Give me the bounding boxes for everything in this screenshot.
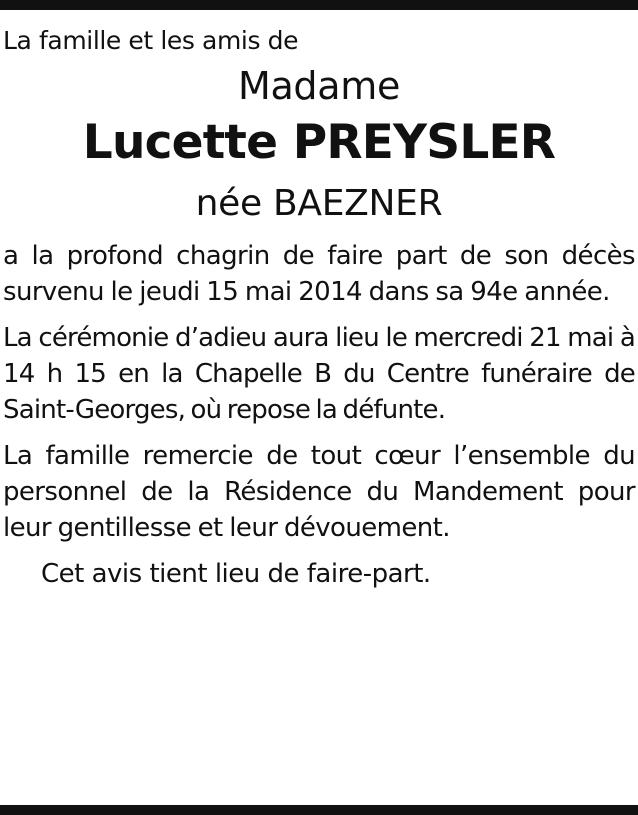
bottom-border-rule: [0, 805, 638, 815]
obituary-notice: [3, 22, 635, 592]
announcement-paragraph: a la profond chagrin de faire part de son décès survenu le jeudi 15 mai 2014 dans sa 94e année.: [3, 241, 635, 307]
honorific-title: Madame: [237, 64, 401, 108]
top-border-rule: [0, 0, 638, 10]
thanks-paragraph: La famille remercie de tout cœur l’ensemble du personnel de la Résidence du Mandement pour leur gentillesse et leur dévouement.: [3, 441, 635, 543]
deceased-name: Lucette PREYSLER: [82, 115, 556, 170]
closing-line: Cet avis tient lieu de faire-part.: [41, 559, 431, 589]
ceremony-paragraph: La cérémonie d’adieu aura lieu le mercredi 21 mai à 14 h 15 en la Chapelle B du Centre funéraire de Saint-Georges, où repose la défunte.: [3, 323, 635, 425]
maiden-name: née BAEZNER: [195, 183, 443, 224]
intro-line: La famille et les amis de: [3, 26, 299, 55]
